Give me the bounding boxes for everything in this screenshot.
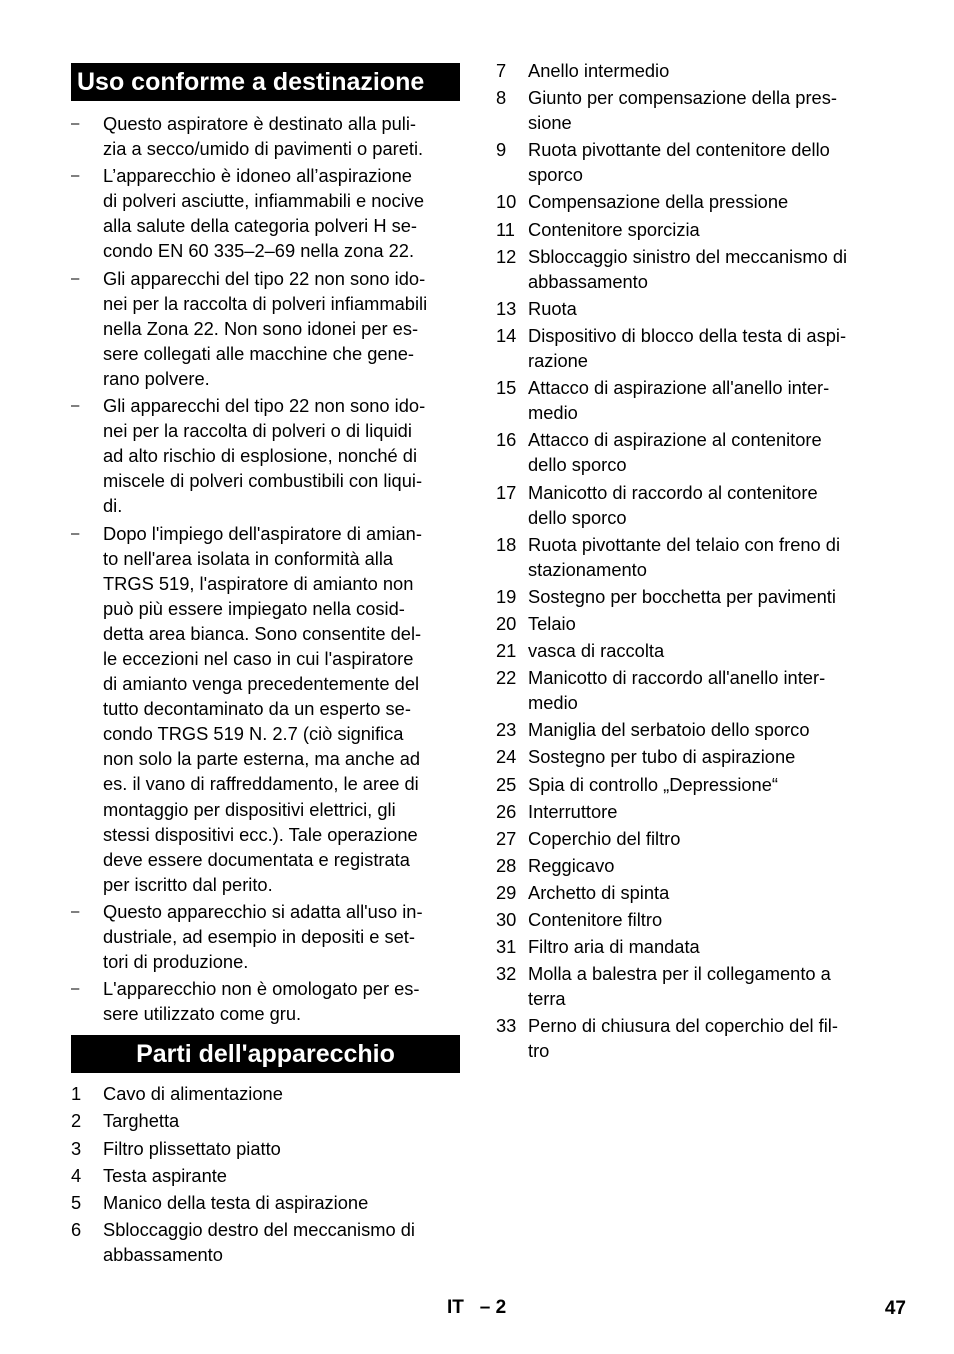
part-label: Spia di controllo „Depressione“ (528, 773, 778, 795)
part-number: 25 (496, 773, 517, 795)
part-number: 23 (496, 719, 517, 741)
list-item (71, 976, 460, 1026)
list-item (71, 521, 460, 897)
part-number: 33 (496, 1015, 517, 1037)
bullet-dash: – (71, 524, 80, 542)
list-item-text: Dopo l'impiego dell'aspiratore di amian- to nell'area isolata in conformità alla TRGS 519, l'aspiratore di amianto non può più essere impiegato nella cosid- detta area bianca. Sono consentite del- le eccezioni nel caso in cui l'aspiratore di amianto venga precedentemente del tutto decontaminato da un esperto se- condo TRGS 519 N. 2.7 (ciò significa non solo la parte esterna, ma anche ad es. il vano di raffreddamento, le aree di montaggio per dispositivi elettrici, gli stessi dispositivi ecc.). Tale operazione deve essere documentata e registrata per iscritto dal perito. (103, 522, 422, 895)
part-label: Giunto per compensazione della pres- sione (528, 87, 837, 134)
bullet-dash: – (71, 902, 80, 920)
section-title-intended-use: Uso conforme a destinazione (71, 63, 460, 101)
parts-list-right (496, 58, 888, 1064)
list-item-text: Gli apparecchi del tipo 22 non sono ido- nei per la raccolta di polveri infiammabili nella Zona 22. Non sono idonei per es- sere collegati alle macchine che gene- rano polvere. (103, 267, 428, 389)
part-item (496, 480, 888, 530)
part-number: 17 (496, 481, 517, 503)
bullet-dash: – (71, 269, 80, 287)
section-title-device-parts: Parti dell'apparecchio (71, 1035, 460, 1073)
part-number: 11 (496, 218, 515, 240)
part-number: 6 (71, 1218, 82, 1240)
part-label: Ruota (528, 297, 577, 319)
intended-use-list (71, 111, 460, 1026)
list-item-text: Questo apparecchio si adatta all'uso in- dustriale, ad esempio in depositi e set- tori di produzione. (103, 900, 423, 973)
part-label: Anello intermedio (528, 60, 670, 81)
part-item (496, 58, 888, 83)
part-number: 15 (496, 377, 517, 399)
part-item (496, 323, 888, 373)
part-label: Manicotto di raccordo all'anello inter- medio (528, 667, 826, 714)
part-number: 8 (496, 87, 507, 109)
part-label: Testa aspirante (103, 1164, 227, 1186)
part-number: 24 (496, 746, 517, 768)
part-label: Manicotto di raccordo al contenitore dello sporco (528, 481, 818, 528)
part-item (496, 217, 888, 242)
part-number: 3 (71, 1137, 82, 1159)
part-label: Compensazione della pressione (528, 191, 789, 213)
part-item (496, 717, 888, 742)
part-item (496, 532, 888, 582)
part-label: Contenitore sporcizia (528, 218, 700, 240)
part-label: Contenitore filtro (528, 909, 663, 930)
part-number: 4 (71, 1164, 82, 1186)
part-item (496, 880, 888, 905)
part-item (496, 85, 888, 135)
part-label: Reggicavo (528, 854, 615, 876)
part-item (496, 826, 888, 851)
part-item (496, 296, 888, 321)
part-item (496, 584, 888, 609)
list-item-text: Questo aspiratore è destinato alla puli- zia a secco/umido di pavimenti o pareti. (103, 113, 424, 160)
part-item (71, 1108, 460, 1133)
part-label: Attacco di aspirazione al contenitore dello sporco (528, 429, 822, 476)
list-item-text: L'apparecchio non è omologato per es- sere utilizzato come gru. (103, 978, 420, 1025)
part-number: 27 (496, 827, 517, 849)
part-number: 29 (496, 881, 517, 903)
part-number: 12 (496, 245, 517, 267)
part-label: Interruttore (528, 800, 618, 822)
part-item (71, 1136, 460, 1161)
part-item (496, 375, 888, 425)
part-item (496, 244, 888, 294)
part-item (71, 1163, 460, 1188)
list-item (71, 393, 460, 518)
part-number: 7 (496, 60, 507, 81)
part-number: 20 (496, 612, 517, 634)
part-label: Ruota pivottante del contenitore dello sporco (528, 139, 830, 186)
part-item (496, 137, 888, 187)
part-number: 21 (496, 640, 517, 662)
part-number: 1 (71, 1083, 82, 1105)
part-item (496, 853, 888, 878)
part-number: 9 (496, 139, 507, 161)
part-label: Manico della testa di aspirazione (103, 1191, 369, 1213)
part-number: 10 (496, 191, 517, 213)
left-column (71, 60, 460, 1269)
list-item-text: L’apparecchio è idoneo all’aspirazione di polveri asciutte, infiammabili e nocive alla salute della categoria polveri H se- condo EN 60 335–2–69 nella zona 22. (103, 165, 425, 262)
part-label: Archetto di spinta (528, 881, 670, 903)
part-item (496, 427, 888, 477)
part-label: Telaio (528, 612, 576, 634)
part-number: 31 (496, 936, 517, 958)
part-number: 32 (496, 963, 517, 985)
part-item (496, 934, 888, 959)
part-label: Perno di chiusura del coperchio del fil- tro (528, 1015, 838, 1062)
part-number: 5 (71, 1191, 82, 1213)
part-label: Sbloccaggio destro del meccanismo di abbassamento (103, 1218, 415, 1265)
bullet-dash: – (71, 167, 80, 185)
list-item-text: Gli apparecchi del tipo 22 non sono ido- nei per la raccolta di polveri o di liquidi ad alto rischio di esplosione, nonché di miscele di polveri combustibili con liqui- di. (103, 395, 426, 517)
part-item (496, 744, 888, 769)
footer-language-page: IT – 2 (447, 1297, 507, 1318)
part-number: 30 (496, 909, 517, 930)
part-item (71, 1217, 460, 1267)
part-label: Dispositivo di blocco della testa di aspi- razione (528, 324, 847, 372)
list-item (71, 111, 460, 161)
part-number: 28 (496, 854, 517, 876)
part-label: Filtro plissettato piatto (103, 1137, 281, 1159)
part-item (496, 799, 888, 824)
right-column (496, 58, 888, 1066)
part-item (496, 611, 888, 636)
part-number: 13 (496, 297, 517, 319)
list-item (71, 266, 460, 391)
part-number: 18 (496, 533, 517, 555)
part-item (496, 189, 888, 214)
part-item (496, 961, 888, 1011)
part-label: Sostegno per bocchetta per pavimenti (528, 585, 836, 607)
list-item (71, 163, 460, 263)
part-item (71, 1081, 460, 1106)
part-item (496, 638, 888, 663)
bullet-dash: – (71, 980, 80, 998)
part-label: Molla a balestra per il collegamento a terra (528, 963, 831, 1010)
bullet-dash: – (71, 397, 80, 415)
page-number: 47 (884, 1298, 906, 1319)
part-item (496, 772, 888, 797)
part-item (71, 1190, 460, 1215)
part-number: 14 (496, 324, 517, 346)
part-label: vasca di raccolta (528, 640, 665, 662)
part-label: Sostegno per tubo di aspirazione (528, 746, 796, 768)
part-label: Filtro aria di mandata (528, 936, 700, 958)
part-number: 19 (496, 585, 517, 607)
part-label: Targhetta (103, 1110, 180, 1132)
part-number: 2 (71, 1110, 82, 1132)
part-number: 16 (496, 429, 517, 451)
part-number: 26 (496, 800, 517, 822)
part-label: Maniglia del serbatoio dello sporco (528, 719, 810, 741)
part-label: Coperchio del filtro (528, 827, 681, 849)
part-label: Ruota pivottante del telaio con freno di stazionamento (528, 533, 841, 580)
part-number: 22 (496, 667, 517, 689)
parts-list-left (71, 1081, 460, 1267)
part-item (496, 665, 888, 715)
part-label: Cavo di alimentazione (103, 1083, 283, 1105)
list-item (71, 899, 460, 974)
part-item (496, 1013, 888, 1063)
part-item (496, 907, 888, 932)
part-label: Sbloccaggio sinistro del meccanismo di abbassamento (528, 245, 848, 292)
part-label: Attacco di aspirazione all'anello inter- medio (528, 377, 830, 424)
bullet-dash: – (71, 115, 80, 132)
